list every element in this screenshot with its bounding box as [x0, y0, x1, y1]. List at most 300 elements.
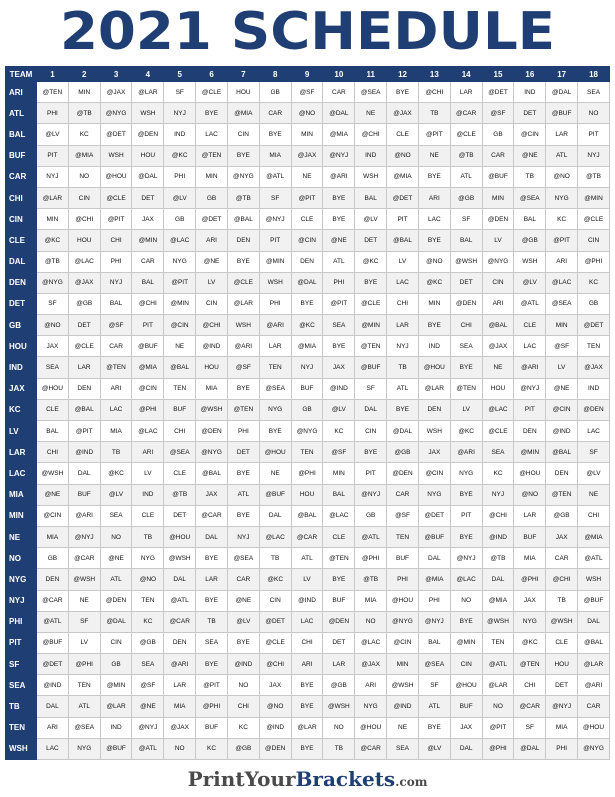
opponent-cell: NYJ [482, 484, 514, 505]
opponent-cell: @ATL [37, 611, 69, 632]
opponent-cell: CIN [68, 187, 100, 208]
week-header: 8 [259, 67, 291, 82]
opponent-cell: @WSH [450, 251, 482, 272]
opponent-cell: @CAR [514, 696, 546, 717]
opponent-cell: HOU [291, 484, 323, 505]
opponent-cell: CIN [227, 124, 259, 145]
opponent-cell: BAL [100, 293, 132, 314]
opponent-cell: CLE [546, 632, 578, 653]
opponent-cell: KC [132, 611, 164, 632]
opponent-cell: WSH [132, 103, 164, 124]
opponent-cell: @CLE [450, 124, 482, 145]
opponent-cell: @CIN [37, 505, 69, 526]
opponent-cell: DEN [514, 421, 546, 442]
opponent-cell: TB [387, 357, 419, 378]
opponent-cell: CAR [482, 145, 514, 166]
opponent-cell: @ARI [68, 505, 100, 526]
opponent-cell: WSH [355, 166, 387, 187]
opponent-cell: NYJ [578, 145, 610, 166]
opponent-cell: @DEN [387, 463, 419, 484]
opponent-cell: PIT [450, 505, 482, 526]
opponent-cell: @IND [482, 526, 514, 547]
opponent-cell: HOU [227, 82, 259, 103]
opponent-cell: KC [68, 124, 100, 145]
week-header: 9 [291, 67, 323, 82]
team-name: DET [6, 293, 37, 314]
opponent-cell: @MIA [132, 357, 164, 378]
opponent-cell: @KC [291, 315, 323, 336]
opponent-cell: DEN [418, 399, 450, 420]
table-row [6, 357, 610, 378]
opponent-cell: PHI [323, 272, 355, 293]
opponent-cell: @BUF [578, 590, 610, 611]
opponent-cell: NO [68, 166, 100, 187]
opponent-cell: DAL [68, 463, 100, 484]
opponent-cell: @PHI [132, 399, 164, 420]
opponent-cell: NYJ [387, 336, 419, 357]
opponent-cell: GB [291, 399, 323, 420]
opponent-cell: @GB [450, 187, 482, 208]
opponent-cell: @MIA [482, 590, 514, 611]
opponent-cell: ARI [291, 654, 323, 675]
team-name: NYG [6, 569, 37, 590]
opponent-cell: PHI [418, 590, 450, 611]
opponent-cell: ATL [100, 569, 132, 590]
opponent-cell: TEN [164, 378, 196, 399]
table-row [6, 632, 610, 653]
opponent-cell: @CHI [132, 293, 164, 314]
opponent-cell: TB [100, 442, 132, 463]
opponent-cell: SF [164, 82, 196, 103]
opponent-cell: @SEA [546, 293, 578, 314]
opponent-cell: SF [37, 293, 69, 314]
table-row [6, 209, 610, 230]
opponent-cell: @KC [514, 632, 546, 653]
opponent-cell: MIN [323, 463, 355, 484]
opponent-cell: @LAC [482, 399, 514, 420]
opponent-cell: NE [164, 336, 196, 357]
opponent-cell: @PIT [164, 272, 196, 293]
opponent-cell: IND [514, 82, 546, 103]
opponent-cell: SF [418, 675, 450, 696]
opponent-cell: @TEN [546, 484, 578, 505]
opponent-cell: LAR [387, 315, 419, 336]
opponent-cell: CLE [291, 209, 323, 230]
opponent-cell: CAR [132, 251, 164, 272]
opponent-cell: @NO [259, 696, 291, 717]
opponent-cell: LV [450, 399, 482, 420]
opponent-cell: BUF [291, 378, 323, 399]
opponent-cell: CLE [37, 399, 69, 420]
opponent-cell: @MIN [514, 442, 546, 463]
opponent-cell: CLE [387, 124, 419, 145]
bye-week-cell: BYE [418, 166, 450, 187]
opponent-cell: @TB [68, 103, 100, 124]
opponent-cell: @NYG [578, 738, 610, 759]
week-header: 2 [68, 67, 100, 82]
table-row [6, 505, 610, 526]
opponent-cell: DET [227, 442, 259, 463]
opponent-cell: @CLE [68, 336, 100, 357]
opponent-cell: @DEN [259, 738, 291, 759]
opponent-cell: @TEN [355, 336, 387, 357]
week-header: 16 [514, 67, 546, 82]
opponent-cell: CIN [100, 632, 132, 653]
opponent-cell: @LAC [132, 421, 164, 442]
opponent-cell: BUF [323, 590, 355, 611]
opponent-cell: @NYG [196, 442, 228, 463]
week-header: 14 [450, 67, 482, 82]
opponent-cell: @TEN [37, 82, 69, 103]
opponent-cell: @NE [37, 484, 69, 505]
opponent-cell: ATL [323, 251, 355, 272]
opponent-cell: NO [227, 675, 259, 696]
week-header: 17 [546, 67, 578, 82]
week-header: 5 [164, 67, 196, 82]
opponent-cell: @LAC [450, 569, 482, 590]
opponent-cell: @PHI [482, 738, 514, 759]
opponent-cell: LV [68, 632, 100, 653]
opponent-cell: LAR [514, 505, 546, 526]
opponent-cell: @NYJ [323, 145, 355, 166]
opponent-cell: @SEA [418, 654, 450, 675]
opponent-cell: @LAR [37, 187, 69, 208]
opponent-cell: @PHI [196, 696, 228, 717]
opponent-cell: @PIT [100, 209, 132, 230]
opponent-cell: @JAX [291, 145, 323, 166]
opponent-cell: PIT [355, 463, 387, 484]
opponent-cell: @CAR [450, 103, 482, 124]
opponent-cell: ARI [418, 187, 450, 208]
opponent-cell: ARI [132, 442, 164, 463]
bye-week-cell: BYE [227, 145, 259, 166]
table-row [6, 124, 610, 145]
opponent-cell: NYG [68, 738, 100, 759]
opponent-cell: @LAR [418, 378, 450, 399]
opponent-cell: @NO [387, 145, 419, 166]
team-name: JAX [6, 378, 37, 399]
bye-week-cell: BYE [227, 251, 259, 272]
opponent-cell: @GB [387, 442, 419, 463]
opponent-cell: NE [259, 463, 291, 484]
team-name: MIN [6, 505, 37, 526]
team-name: BAL [6, 124, 37, 145]
opponent-cell: SF [450, 209, 482, 230]
bye-week-cell: BYE [450, 484, 482, 505]
opponent-cell: NO [482, 696, 514, 717]
opponent-cell: PIT [387, 209, 419, 230]
opponent-cell: JAX [450, 717, 482, 738]
opponent-cell: NYJ [164, 103, 196, 124]
opponent-cell: @PHI [355, 548, 387, 569]
opponent-cell: ARI [196, 230, 228, 251]
opponent-cell: IND [100, 717, 132, 738]
opponent-cell: @PHI [514, 569, 546, 590]
opponent-cell: LAC [387, 272, 419, 293]
opponent-cell: @MIN [100, 675, 132, 696]
bye-week-cell: BYE [196, 103, 228, 124]
opponent-cell: IND [164, 124, 196, 145]
opponent-cell: CAR [259, 103, 291, 124]
team-name: WSH [6, 738, 37, 759]
opponent-cell: NE [387, 717, 419, 738]
opponent-cell: WSH [578, 569, 610, 590]
opponent-cell: @CLE [100, 187, 132, 208]
opponent-cell: @CAR [68, 548, 100, 569]
opponent-cell: SF [259, 187, 291, 208]
opponent-cell: @MIA [387, 166, 419, 187]
opponent-cell: NE [482, 357, 514, 378]
opponent-cell: PIT [514, 399, 546, 420]
opponent-cell: SF [578, 442, 610, 463]
opponent-cell: DET [323, 632, 355, 653]
opponent-cell: @PIT [291, 187, 323, 208]
opponent-cell: BUF [68, 484, 100, 505]
opponent-cell: @PIT [196, 675, 228, 696]
opponent-cell: @GB [546, 505, 578, 526]
opponent-cell: MIN [482, 187, 514, 208]
opponent-cell: @CIN [132, 378, 164, 399]
opponent-cell: NO [578, 103, 610, 124]
opponent-cell: MIA [514, 548, 546, 569]
opponent-cell: CHI [37, 442, 69, 463]
opponent-cell: JAX [37, 336, 69, 357]
opponent-cell: @IND [227, 654, 259, 675]
team-name: SF [6, 654, 37, 675]
bye-week-cell: BYE [418, 717, 450, 738]
opponent-cell: BAL [450, 230, 482, 251]
opponent-cell: @DAL [100, 611, 132, 632]
opponent-cell: @BUF [482, 166, 514, 187]
opponent-cell: TEN [387, 526, 419, 547]
bye-week-cell: BYE [196, 590, 228, 611]
team-name: NYJ [6, 590, 37, 611]
opponent-cell: NE [68, 590, 100, 611]
opponent-cell: @PIT [418, 124, 450, 145]
opponent-cell: @NYJ [259, 209, 291, 230]
opponent-cell: ATL [291, 548, 323, 569]
table-row [6, 315, 610, 336]
opponent-cell: KC [227, 717, 259, 738]
opponent-cell: @SF [132, 675, 164, 696]
opponent-cell: IND [418, 336, 450, 357]
opponent-cell: TEN [291, 442, 323, 463]
opponent-cell: @SEA [259, 378, 291, 399]
opponent-cell: HOU [68, 230, 100, 251]
opponent-cell: ARI [546, 251, 578, 272]
opponent-cell: @TEN [450, 378, 482, 399]
opponent-cell: @CHI [546, 569, 578, 590]
opponent-cell: @CLE [482, 421, 514, 442]
opponent-cell: JAX [323, 357, 355, 378]
opponent-cell: @TB [450, 145, 482, 166]
opponent-cell: ATL [68, 696, 100, 717]
opponent-cell: DAL [259, 505, 291, 526]
table-row [6, 590, 610, 611]
opponent-cell: @CHI [355, 124, 387, 145]
opponent-cell: @LAC [323, 505, 355, 526]
opponent-cell: TB [259, 548, 291, 569]
opponent-cell: @IND [37, 675, 69, 696]
opponent-cell: NYJ [100, 272, 132, 293]
opponent-cell: @LV [578, 463, 610, 484]
opponent-cell: PHI [259, 293, 291, 314]
opponent-cell: @HOU [355, 717, 387, 738]
opponent-cell: @ARI [259, 315, 291, 336]
opponent-cell: TB [323, 738, 355, 759]
opponent-cell: BAL [37, 421, 69, 442]
opponent-cell: JAX [259, 675, 291, 696]
opponent-cell: @BAL [227, 209, 259, 230]
footer-logo-part2: Brackets [295, 767, 396, 791]
opponent-cell: @SF [227, 357, 259, 378]
opponent-cell: @HOU [578, 717, 610, 738]
opponent-cell: @DET [37, 654, 69, 675]
opponent-cell: NYJ [291, 357, 323, 378]
opponent-cell: @NO [514, 484, 546, 505]
opponent-cell: DEN [291, 251, 323, 272]
team-name: CIN [6, 209, 37, 230]
opponent-cell: TB [514, 166, 546, 187]
opponent-cell: @DAL [323, 103, 355, 124]
opponent-cell: DEN [164, 632, 196, 653]
opponent-cell: DET [355, 230, 387, 251]
table-row [6, 336, 610, 357]
opponent-cell: IND [132, 484, 164, 505]
opponent-cell: @JAX [355, 654, 387, 675]
opponent-cell: @NYG [37, 272, 69, 293]
opponent-cell: @NE [546, 378, 578, 399]
opponent-cell: @HOU [514, 463, 546, 484]
opponent-cell: JAX [514, 590, 546, 611]
table-row [6, 166, 610, 187]
footer-logo-part3: .com [395, 775, 428, 789]
opponent-cell: @DET [578, 315, 610, 336]
week-header: 18 [578, 67, 610, 82]
opponent-cell: @JAX [164, 717, 196, 738]
opponent-cell: @MIN [450, 632, 482, 653]
opponent-cell: WSH [418, 421, 450, 442]
opponent-cell: @CAR [164, 611, 196, 632]
opponent-cell: PIT [578, 124, 610, 145]
opponent-cell: BAL [323, 484, 355, 505]
opponent-cell: @HOU [37, 378, 69, 399]
opponent-cell: @PHI [578, 251, 610, 272]
footer-logo[interactable] [0, 764, 615, 794]
opponent-cell: @GB [132, 632, 164, 653]
opponent-cell: DAL [482, 569, 514, 590]
opponent-cell: CAR [387, 484, 419, 505]
opponent-cell: @NYG [387, 611, 419, 632]
table-row [6, 293, 610, 314]
opponent-cell: @SF [100, 315, 132, 336]
team-name: HOU [6, 336, 37, 357]
opponent-cell: SEA [387, 738, 419, 759]
opponent-cell: JAX [546, 526, 578, 547]
opponent-cell: CHI [387, 293, 419, 314]
opponent-cell: @LV [100, 484, 132, 505]
opponent-cell: @TEN [100, 357, 132, 378]
week-header: 10 [323, 67, 355, 82]
opponent-cell: @LAC [259, 526, 291, 547]
team-name: TEN [6, 717, 37, 738]
opponent-cell: @DEN [132, 124, 164, 145]
opponent-cell: DET [514, 103, 546, 124]
table-row [6, 421, 610, 442]
opponent-cell: @BAL [164, 357, 196, 378]
opponent-cell: @BUF [37, 632, 69, 653]
opponent-cell: CIN [355, 421, 387, 442]
opponent-cell: WSH [227, 315, 259, 336]
opponent-cell: @ATL [164, 590, 196, 611]
opponent-cell: @LV [514, 272, 546, 293]
opponent-cell: @NYG [482, 251, 514, 272]
opponent-cell: @DEN [482, 209, 514, 230]
team-name: TB [6, 696, 37, 717]
opponent-cell: CAR [323, 82, 355, 103]
opponent-cell: @NYJ [450, 548, 482, 569]
opponent-cell: KC [578, 272, 610, 293]
schedule-table [5, 66, 610, 760]
opponent-cell: @KC [450, 421, 482, 442]
opponent-cell: NYG [259, 399, 291, 420]
opponent-cell: PHI [164, 166, 196, 187]
opponent-cell: LAC [514, 336, 546, 357]
opponent-cell: GB [578, 293, 610, 314]
table-row [6, 654, 610, 675]
opponent-cell: @SF [291, 82, 323, 103]
opponent-cell: LAR [259, 336, 291, 357]
opponent-cell: @JAX [68, 272, 100, 293]
opponent-cell: CIN [482, 272, 514, 293]
bye-week-cell: BYE [227, 378, 259, 399]
table-row [6, 738, 610, 759]
opponent-cell: TEN [259, 357, 291, 378]
opponent-cell: LAC [37, 738, 69, 759]
table-row [6, 484, 610, 505]
opponent-cell: @ARI [450, 442, 482, 463]
opponent-cell: BAL [418, 632, 450, 653]
opponent-cell: @MIN [259, 251, 291, 272]
opponent-cell: MIA [196, 378, 228, 399]
opponent-cell: KC [196, 738, 228, 759]
opponent-cell: LAR [164, 675, 196, 696]
opponent-cell: BAL [355, 187, 387, 208]
opponent-cell: DET [450, 272, 482, 293]
opponent-cell: NE [578, 484, 610, 505]
opponent-cell: @ATL [259, 166, 291, 187]
opponent-cell: LV [291, 569, 323, 590]
opponent-cell: ATL [450, 166, 482, 187]
opponent-cell: @KC [418, 272, 450, 293]
bye-week-cell: BYE [450, 357, 482, 378]
opponent-cell: @ARI [227, 336, 259, 357]
opponent-cell: @SEA [355, 82, 387, 103]
header-row [6, 67, 610, 82]
bye-week-cell: BYE [291, 293, 323, 314]
opponent-cell: CIN [578, 230, 610, 251]
opponent-cell: @CHI [68, 209, 100, 230]
team-name: BUF [6, 145, 37, 166]
opponent-cell: @PHI [291, 463, 323, 484]
opponent-cell: @LAR [482, 675, 514, 696]
bye-week-cell: BYE [196, 548, 228, 569]
table-row [6, 378, 610, 399]
opponent-cell: @ATL [132, 738, 164, 759]
opponent-cell: NYG [546, 187, 578, 208]
opponent-cell: NO [323, 717, 355, 738]
opponent-cell: @LAR [100, 696, 132, 717]
